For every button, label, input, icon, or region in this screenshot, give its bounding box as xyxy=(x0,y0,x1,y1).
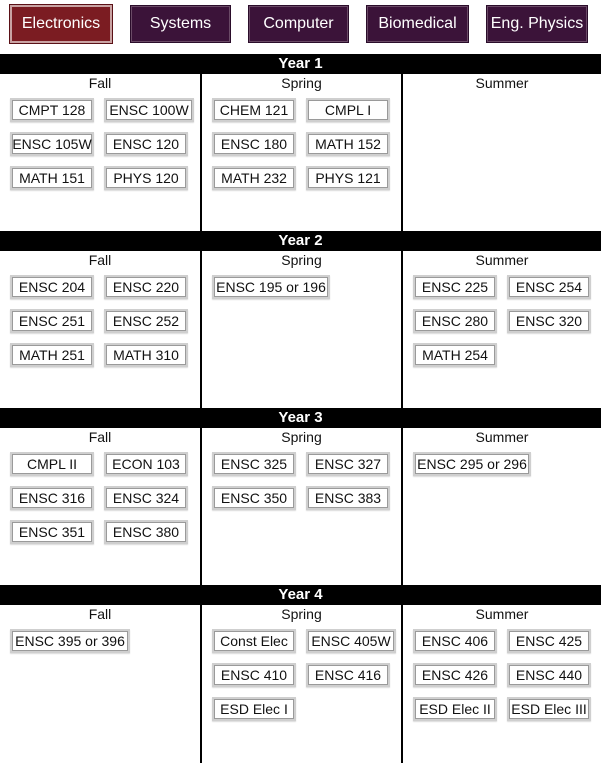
course-math-310[interactable]: MATH 310 xyxy=(104,343,188,367)
semester-fall xyxy=(0,428,200,585)
semester-spring xyxy=(200,74,401,231)
year-title: Year 1 xyxy=(0,54,601,74)
course-ensc-295-or-296[interactable]: ENSC 295 or 296 xyxy=(413,452,531,476)
semester-title: Spring xyxy=(281,75,322,91)
course-ensc-316[interactable]: ENSC 316 xyxy=(10,486,94,510)
course-ensc-105w[interactable]: ENSC 105W xyxy=(10,132,94,156)
course-esd-elec-i[interactable]: ESD Elec I xyxy=(212,697,296,721)
course-phys-121[interactable]: PHYS 121 xyxy=(306,166,390,190)
course-ensc-410[interactable]: ENSC 410 xyxy=(212,663,296,687)
course-ensc-380[interactable]: ENSC 380 xyxy=(104,520,188,544)
program-tabs xyxy=(0,0,601,54)
semester-title: Fall xyxy=(88,606,112,622)
semester-title: Fall xyxy=(88,252,112,268)
course-ensc-195-or-196[interactable]: ENSC 195 or 196 xyxy=(212,275,330,299)
year-title: Year 3 xyxy=(0,408,601,428)
course-math-152[interactable]: MATH 152 xyxy=(306,132,390,156)
course-phys-120[interactable]: PHYS 120 xyxy=(104,166,188,190)
tab-computer[interactable]: Computer xyxy=(248,5,349,43)
course-esd-elec-ii[interactable]: ESD Elec II xyxy=(413,697,497,721)
course-cmpt-128[interactable]: CMPT 128 xyxy=(10,98,94,122)
course-math-232[interactable]: MATH 232 xyxy=(212,166,296,190)
course-cmpl-ii[interactable]: CMPL II xyxy=(10,452,94,476)
course-ensc-252[interactable]: ENSC 252 xyxy=(104,309,188,333)
year-title: Year 2 xyxy=(0,231,601,251)
semester-spring xyxy=(200,428,401,585)
course-chem-121[interactable]: CHEM 121 xyxy=(212,98,296,122)
tab-eng-physics[interactable]: Eng. Physics xyxy=(486,5,588,43)
tab-electronics[interactable]: Electronics xyxy=(10,5,112,43)
semester-spring xyxy=(200,605,401,763)
course-ensc-324[interactable]: ENSC 324 xyxy=(104,486,188,510)
course-cmpl-i[interactable]: CMPL I xyxy=(306,98,390,122)
semester-fall xyxy=(0,251,200,408)
semester-title: Summer xyxy=(475,252,529,268)
semester-summer xyxy=(401,605,601,763)
tab-systems[interactable]: Systems xyxy=(130,5,231,43)
semester-title: Summer xyxy=(475,606,529,622)
semester-summer xyxy=(401,428,601,585)
semester-fall xyxy=(0,74,200,231)
course-ensc-251[interactable]: ENSC 251 xyxy=(10,309,94,333)
course-ensc-416[interactable]: ENSC 416 xyxy=(306,663,390,687)
course-ensc-350[interactable]: ENSC 350 xyxy=(212,486,296,510)
course-ensc-254[interactable]: ENSC 254 xyxy=(507,275,591,299)
year-1 xyxy=(0,54,601,231)
semester-spring xyxy=(200,251,401,408)
semester-summer xyxy=(401,251,601,408)
semester-summer xyxy=(401,74,601,231)
course-ensc-351[interactable]: ENSC 351 xyxy=(10,520,94,544)
year-4 xyxy=(0,585,601,763)
course-ensc-320[interactable]: ENSC 320 xyxy=(507,309,591,333)
course-esd-elec-iii[interactable]: ESD Elec III xyxy=(507,697,591,721)
tab-biomedical[interactable]: Biomedical xyxy=(366,5,469,43)
course-ensc-405w[interactable]: ENSC 405W xyxy=(306,629,396,653)
semester-title: Summer xyxy=(475,75,529,91)
course-ensc-325[interactable]: ENSC 325 xyxy=(212,452,296,476)
year-2 xyxy=(0,231,601,408)
course-ensc-100w[interactable]: ENSC 100W xyxy=(104,98,194,122)
course-ensc-280[interactable]: ENSC 280 xyxy=(413,309,497,333)
course-ensc-120[interactable]: ENSC 120 xyxy=(104,132,188,156)
semester-title: Spring xyxy=(281,606,322,622)
course-math-254[interactable]: MATH 254 xyxy=(413,343,497,367)
course-ensc-406[interactable]: ENSC 406 xyxy=(413,629,497,653)
semester-fall xyxy=(0,605,200,763)
course-ensc-383[interactable]: ENSC 383 xyxy=(306,486,390,510)
course-ensc-426[interactable]: ENSC 426 xyxy=(413,663,497,687)
semester-title: Fall xyxy=(88,75,112,91)
course-ensc-395-or-396[interactable]: ENSC 395 or 396 xyxy=(10,629,130,653)
semester-title: Summer xyxy=(475,429,529,445)
course-econ-103[interactable]: ECON 103 xyxy=(104,452,188,476)
semester-title: Spring xyxy=(281,429,322,445)
year-title: Year 4 xyxy=(0,585,601,605)
year-3 xyxy=(0,408,601,585)
course-ensc-327[interactable]: ENSC 327 xyxy=(306,452,390,476)
course-ensc-440[interactable]: ENSC 440 xyxy=(507,663,591,687)
course-const-elec[interactable]: Const Elec xyxy=(212,629,296,653)
course-ensc-425[interactable]: ENSC 425 xyxy=(507,629,591,653)
course-math-151[interactable]: MATH 151 xyxy=(10,166,94,190)
semester-title: Fall xyxy=(88,429,112,445)
course-ensc-225[interactable]: ENSC 225 xyxy=(413,275,497,299)
semester-title: Spring xyxy=(281,252,322,268)
course-ensc-204[interactable]: ENSC 204 xyxy=(10,275,94,299)
course-ensc-180[interactable]: ENSC 180 xyxy=(212,132,296,156)
course-ensc-220[interactable]: ENSC 220 xyxy=(104,275,188,299)
course-math-251[interactable]: MATH 251 xyxy=(10,343,94,367)
